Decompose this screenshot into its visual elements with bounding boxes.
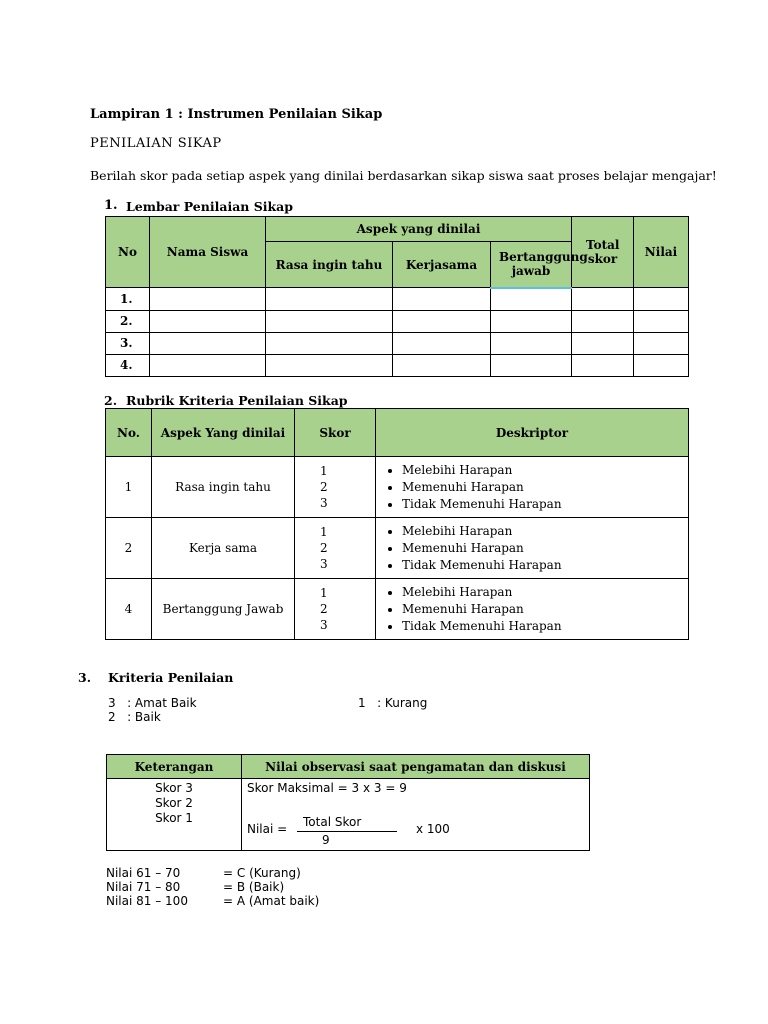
col-skor: Skor [295,409,376,457]
row-number: 2. [106,310,150,332]
row-aspek: Rasa ingin tahu [152,457,295,518]
section2-title: Rubrik Kriteria Penilaian Sikap [126,393,348,408]
skor-value: 2 [320,480,328,494]
grade-value: = A (Amat baik) [223,894,320,908]
table-row [106,579,689,640]
score-explanation-table [106,754,590,851]
row-skor [295,579,376,640]
row-descriptor [376,457,689,518]
kriteria-baik: 2 : Baik [108,710,161,724]
nilai-label: Nilai = [247,822,288,836]
skor2-label: Skor 2 [155,796,193,810]
col-rasa-ingin-tahu: Rasa ingin tahu [266,242,393,288]
row-no: 1 [106,457,152,518]
row-aspek: Bertanggung Jawab [152,579,295,640]
table-row [106,518,689,579]
descriptor-item: • Tidak Memenuhi Harapan [402,618,688,635]
skor1-label: Skor 1 [155,811,193,825]
col-keterangan: Keterangan [107,755,242,779]
kriteria-amat-baik: 3 : Amat Baik [108,696,197,710]
row-descriptor [376,518,689,579]
col-aspek-group: Aspek yang dinilai [266,217,572,242]
skor-value: 2 [320,541,328,555]
col-total-skor: Total skor [572,217,634,288]
skor-value: 2 [320,602,328,616]
rubric-table [105,408,689,640]
section3-number: 3. [78,670,92,685]
row-no: 4 [106,579,152,640]
table-row [106,310,689,332]
formula-cell [242,779,590,851]
descriptor-item: • Melebihi Harapan [402,584,688,601]
descriptor-item: • Tidak Memenuhi Harapan [402,496,688,513]
skor-value: 1 [320,464,328,478]
skor-value: 3 [320,618,328,632]
row-descriptor [376,579,689,640]
fraction-numerator: Total Skor [303,815,362,829]
skor3-label: Skor 3 [155,781,193,795]
section1-title: Lembar Penilaian Sikap [126,199,294,214]
table-row [106,332,689,354]
row-skor [295,518,376,579]
row-aspek: Kerja sama [152,518,295,579]
row-skor [295,457,376,518]
col-nilai: Nilai [634,217,689,288]
row-number: 4. [106,354,150,376]
table-row [106,354,689,376]
skor-value: 3 [320,496,328,510]
row-no: 2 [106,518,152,579]
col-nilai-observasi: Nilai observasi saat pengamatan dan diskusi [242,755,590,779]
multiply-100: x 100 [416,822,450,836]
col-kerjasama: Kerjasama [393,242,491,288]
col-deskriptor: Deskriptor [376,409,689,457]
skor-list [107,779,242,851]
col-no: No [106,217,150,288]
row-number: 3. [106,332,150,354]
skor-value: 1 [320,586,328,600]
descriptor-item: • Memenuhi Harapan [402,601,688,618]
grade-range: Nilai 81 – 100 [106,894,188,908]
skor-value: 1 [320,525,328,539]
grade-value: = C (Kurang) [223,866,301,880]
grade-value: = B (Baik) [223,880,285,894]
section1-number: 1. [104,198,118,213]
section3-title: Kriteria Penilaian [108,670,234,685]
table-row [106,457,689,518]
descriptor-item: • Melebihi Harapan [402,523,688,540]
attitude-assessment-table [105,216,689,377]
grade-range: Nilai 61 – 70 [106,866,181,880]
descriptor-item: • Memenuhi Harapan [402,479,688,496]
col-bertanggung-jawab: Bertanggung jawab [491,242,572,288]
row-number: 1. [106,288,150,311]
col-no: No. [106,409,152,457]
kriteria-kurang: 1 : Kurang [358,696,428,710]
skor-value: 3 [320,557,328,571]
instruction-text: Berilah skor pada setiap aspek yang dinilai berdasarkan sikap siswa saat proses belajar mengajar! [90,168,717,183]
lampiran-heading: Lampiran 1 : Instrumen Penilaian Sikap [90,107,383,122]
descriptor-item: • Memenuhi Harapan [402,540,688,557]
skor-maksimal: Skor Maksimal = 3 x 3 = 9 [247,781,407,795]
grade-range: Nilai 71 – 80 [106,880,181,894]
descriptor-item: • Melebihi Harapan [402,462,688,479]
fraction-line [297,831,397,832]
descriptor-item: • Tidak Memenuhi Harapan [402,557,688,574]
col-aspek: Aspek Yang dinilai [152,409,295,457]
page-title: PENILAIAN SIKAP [90,136,222,151]
table-row [106,288,689,311]
fraction-denominator: 9 [322,833,330,847]
section2-number: 2. [104,393,118,408]
col-nama-siswa: Nama Siswa [150,217,266,288]
